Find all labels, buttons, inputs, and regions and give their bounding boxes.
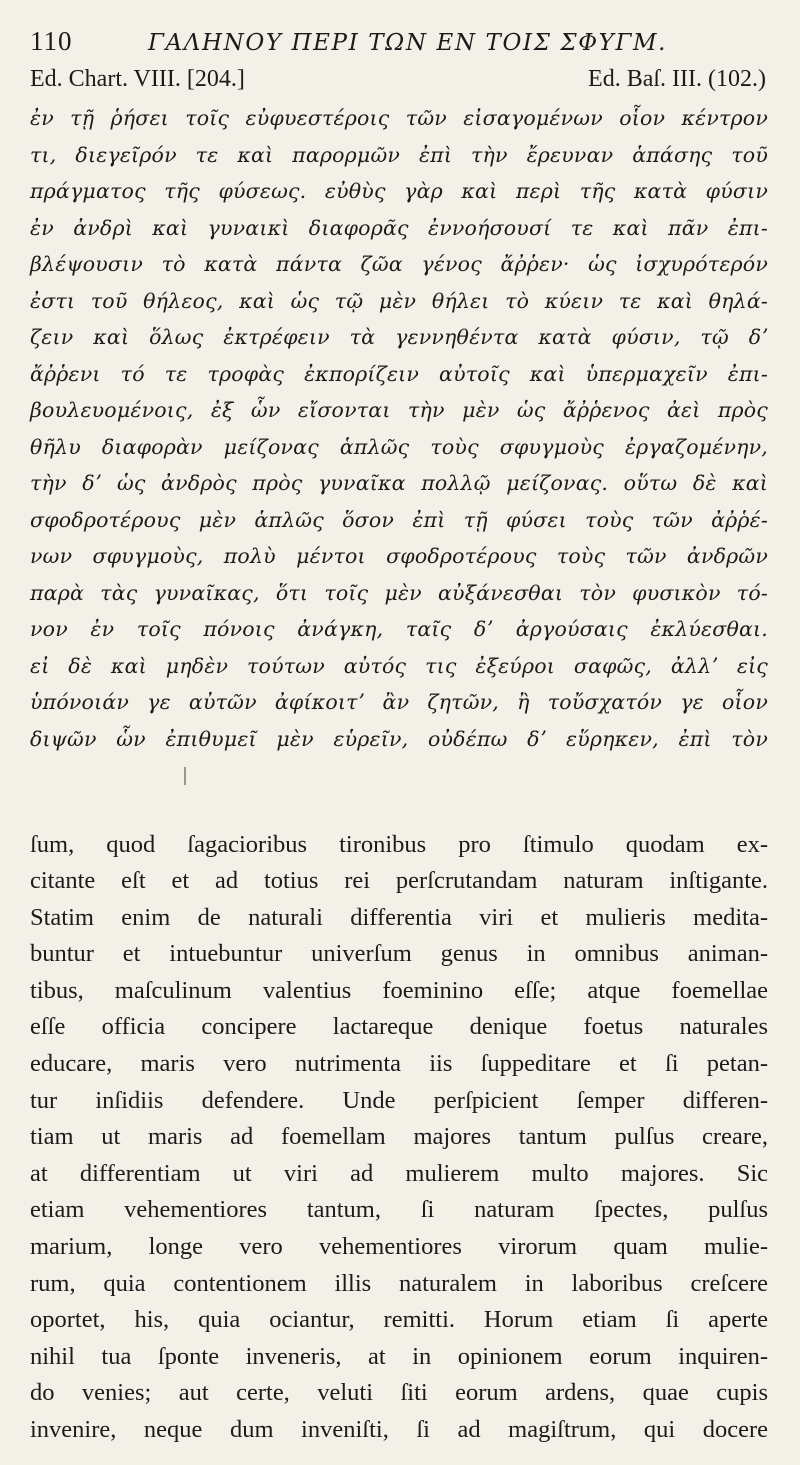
greek-line: ὑπόνοιάν γε αὐτῶν ἀφίκοιτʼ ἂν ζητῶν, ἢ τοὔσχατόν γε οἷον [30, 690, 768, 714]
latin-line: at differentiam ut viri ad mulierem multo majores. Sic [30, 1159, 768, 1187]
greek-line: ἐν ἀνδρὶ καὶ γυναικὶ διαφορᾶς ἐννοήσουσί τε καὶ πᾶν ἐπι- [30, 215, 768, 240]
greek-line: εἰ δὲ καὶ μηδὲν τούτων αὐτός τις ἐξεύροι σαφῶς, ἀλλʼ εἰς [30, 653, 768, 678]
latin-line: oportet, his, quia ociantur, remitti. Horum etiam ſi aperte [30, 1306, 768, 1334]
greek-line: σφοδροτέρους μὲν ἁπλῶς ὅσον ἐπὶ τῇ φύσει τοὺς τῶν ἀῤῥέ- [30, 507, 768, 532]
latin-line: ſum, quod ſagacioribus tironibus pro ſtimulo quodam ex- [30, 830, 768, 858]
latin-line: tibus, maſculinum valentius foeminino eſſe; atque foemellae [30, 976, 768, 1004]
greek-line: νον ἐν τοῖς πόνοις ἀνάγκη, ταῖς δʼ ἀργούσαις ἐκλύεσθαι. [30, 617, 768, 641]
latin-line: marium, longe vero vehementiores virorum quam mulie- [30, 1233, 768, 1261]
latin-line: citante eſt et ad totius rei perſcrutandam naturam inſtigante. [30, 867, 768, 895]
latin-line: Statim enim de naturali differentia viri et mulieris medita- [30, 903, 768, 931]
latin-line: etiam vehementiores tantum, ſi naturam ſpectes, pulſus [30, 1196, 768, 1224]
page-body [30, 26, 768, 1449]
column-gap [30, 753, 768, 827]
greek-line: ἄῤῥενι τό τε τροφὰς ἐκπορίζειν αὐτοῖς καὶ ὑπερμαχεῖν ἐπι- [30, 361, 768, 386]
edition-references [30, 66, 768, 100]
greek-text [30, 100, 768, 753]
edition-basel: Ed. Baſ. III. (102.) [588, 66, 766, 92]
latin-line: tur inſidiis defendere. Unde perſpicient ſemper differen- [30, 1086, 768, 1114]
greek-line: τὴν δʼ ὡς ἀνδρὸς πρὸς γυναῖκα πολλῷ μείζονας. οὕτω δὲ καὶ [30, 471, 768, 495]
greek-line: θῆλυ διαφορὰν μείζονας ἁπλῶς τοὺς σφυγμοὺς ἐργαζομένην, [30, 434, 768, 459]
latin-line: eſſe officia concipere lactareque denique foetus naturales [30, 1013, 768, 1041]
greek-line: ἐστι τοῦ θήλεος, καὶ ὡς τῷ μὲν θήλει τὸ κύειν τε καὶ θηλά- [30, 288, 768, 313]
greek-line: παρὰ τὰς γυναῖκας, ὅτι τοῖς μὲν αὐξάνεσθαι τὸν φυσικὸν τό- [30, 580, 768, 605]
edition-chartier: Ed. Chart. VIII. [204.] [30, 66, 245, 92]
latin-line: nihil tua ſponte inveneris, at in opinionem eorum inquiren- [30, 1342, 768, 1370]
latin-text [30, 827, 768, 1449]
greek-line: πράγματος τῆς φύσεως. εὐθὺς γὰρ καὶ περὶ τῆς κατὰ φύσιν [30, 179, 768, 203]
greek-line: ζειν καὶ ὅλως ἐκτρέφειν τὰ γεννηθέντα κατὰ φύσιν, τῷ δʼ [30, 325, 768, 349]
running-head [30, 26, 768, 64]
greek-line: βλέψουσιν τὸ κατὰ πάντα ζῶα γένος ἄῤῥεν· ὡς ἰσχυρότερόν [30, 252, 768, 276]
page-number: 110 [30, 26, 73, 56]
greek-line: βουλευομένοις, ἐξ ὧν εἴσονται τὴν μὲν ὡς ἄῤῥενος ἀεὶ πρὸς [30, 398, 768, 422]
running-title: ΓΑΛΗΝΟΥ ΠΕΡΙ ΤΩΝ ΕΝ ΤΟΙΣ ΣΦΥΓΜ. [148, 30, 668, 56]
greek-line: διψῶν ὧν ἐπιθυμεῖ μὲν εὑρεῖν, οὐδέπω δʼ εὕρηκεν, ἐπὶ τὸν [30, 726, 768, 751]
print-mark [184, 767, 186, 785]
latin-line: buntur et intuebuntur univerſum genus in omnibus animan- [30, 940, 768, 968]
latin-line: rum, quia contentionem illis naturalem in laboribus creſcere [30, 1269, 768, 1297]
greek-line: τι, διεγεῖρόν τε καὶ παρορμῶν ἐπὶ τὴν ἔρευναν ἁπάσης τοῦ [30, 142, 768, 167]
latin-line: tiam ut maris ad foemellam majores tantum pulſus creare, [30, 1123, 768, 1151]
greek-line: νων σφυγμοὺς, πολὺ μέντοι σφοδροτέρους τοὺς τῶν ἀνδρῶν [30, 544, 768, 568]
latin-line: invenire, neque dum inveniſti, ſi ad magiſtrum, qui docere [30, 1416, 768, 1443]
greek-line: ἐν τῇ ῥήσει τοῖς εὐφυεστέροις τῶν εἰσαγομένων οἷον κέντρον [30, 106, 768, 130]
latin-line: educare, maris vero nutrimenta iis ſuppeditare et ſi petan- [30, 1050, 768, 1078]
latin-line: do venies; aut certe, veluti ſiti eorum ardens, quae cupis [30, 1379, 768, 1407]
